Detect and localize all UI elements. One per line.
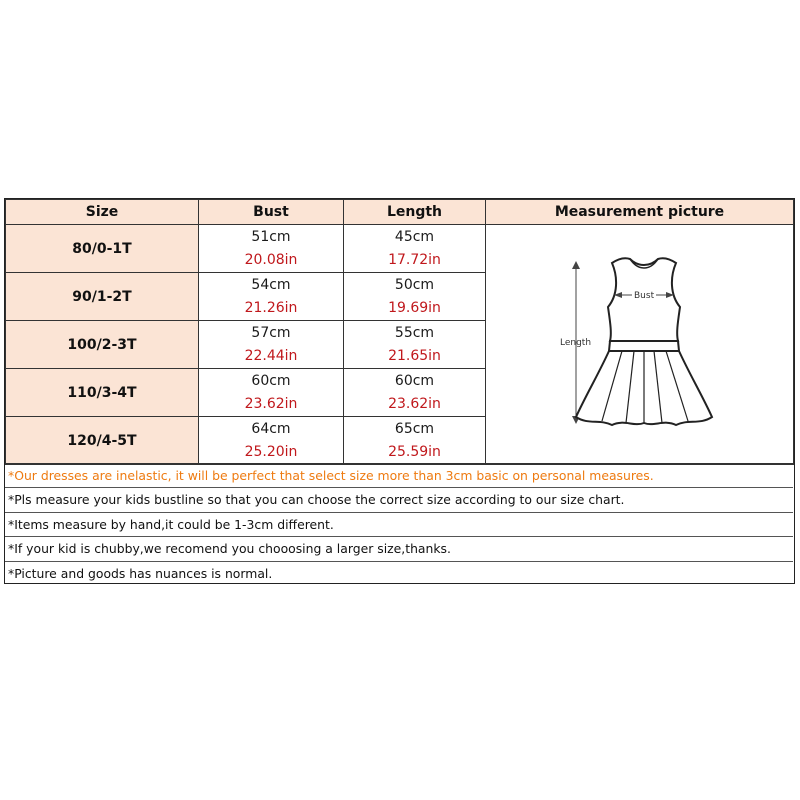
length-cm: 45cm	[394, 228, 435, 245]
dress-diagram-icon	[540, 245, 740, 445]
bust-in: 25.20in	[244, 443, 298, 460]
length-label: Length	[559, 337, 591, 348]
length-cell	[344, 321, 486, 369]
length-cell	[344, 369, 486, 417]
length-cm: 55cm	[394, 324, 435, 341]
length-in: 19.69in	[388, 299, 441, 316]
size-cell: 90/1-2T	[6, 273, 199, 321]
bust-cell	[199, 369, 344, 417]
bust-cm: 57cm	[251, 324, 291, 341]
note-measure-bustline: *Pls measure your kids bustline so that you can choose the correct size according to our size chart.	[5, 487, 793, 511]
header-bust: Bust	[199, 200, 344, 225]
length-cm: 65cm	[394, 420, 435, 437]
header-measurement-picture: Measurement picture	[486, 200, 794, 225]
bust-cm: 54cm	[251, 276, 291, 293]
header-length: Length	[344, 200, 486, 225]
bust-cell	[199, 321, 344, 369]
table-row	[6, 225, 794, 273]
bust-in: 22.44in	[244, 347, 298, 364]
size-cell: 100/2-3T	[6, 321, 199, 369]
bust-in: 21.26in	[244, 299, 298, 316]
size-table	[5, 199, 794, 465]
size-cell: 110/3-4T	[6, 369, 199, 417]
table-header-row	[6, 200, 794, 225]
measurement-picture-cell	[486, 225, 794, 465]
bust-cell	[199, 225, 344, 273]
length-in: 23.62in	[388, 395, 441, 412]
length-in: 21.65in	[388, 347, 441, 364]
bust-cell	[199, 417, 344, 465]
note-inelastic-warning: *Our dresses are inelastic, it will be perfect that select size more than 3cm basic on personal measures.	[5, 463, 793, 487]
bust-in: 20.08in	[244, 251, 298, 268]
bust-cm: 51cm	[251, 228, 291, 245]
length-cell	[344, 225, 486, 273]
note-measure-by-hand: *Items measure by hand,it could be 1-3cm different.	[5, 512, 793, 536]
length-in: 17.72in	[388, 251, 441, 268]
bust-cm: 64cm	[251, 420, 291, 437]
header-size: Size	[6, 200, 199, 225]
notes-section	[5, 463, 793, 585]
bust-cell	[199, 273, 344, 321]
bust-label: Bust	[633, 290, 654, 301]
length-in: 25.59in	[388, 443, 441, 460]
length-cm: 50cm	[394, 276, 435, 293]
size-cell: 120/4-5T	[6, 417, 199, 465]
size-cell: 80/0-1T	[6, 225, 199, 273]
size-chart	[4, 198, 795, 584]
length-cell	[344, 417, 486, 465]
length-cm: 60cm	[394, 372, 435, 389]
note-picture-nuances: *Picture and goods has nuances is normal.	[5, 561, 793, 585]
note-chubby-larger-size: *If your kid is chubby,we recomend you chooosing a larger size,thanks.	[5, 536, 793, 560]
bust-cm: 60cm	[251, 372, 291, 389]
bust-in: 23.62in	[244, 395, 298, 412]
length-cell	[344, 273, 486, 321]
